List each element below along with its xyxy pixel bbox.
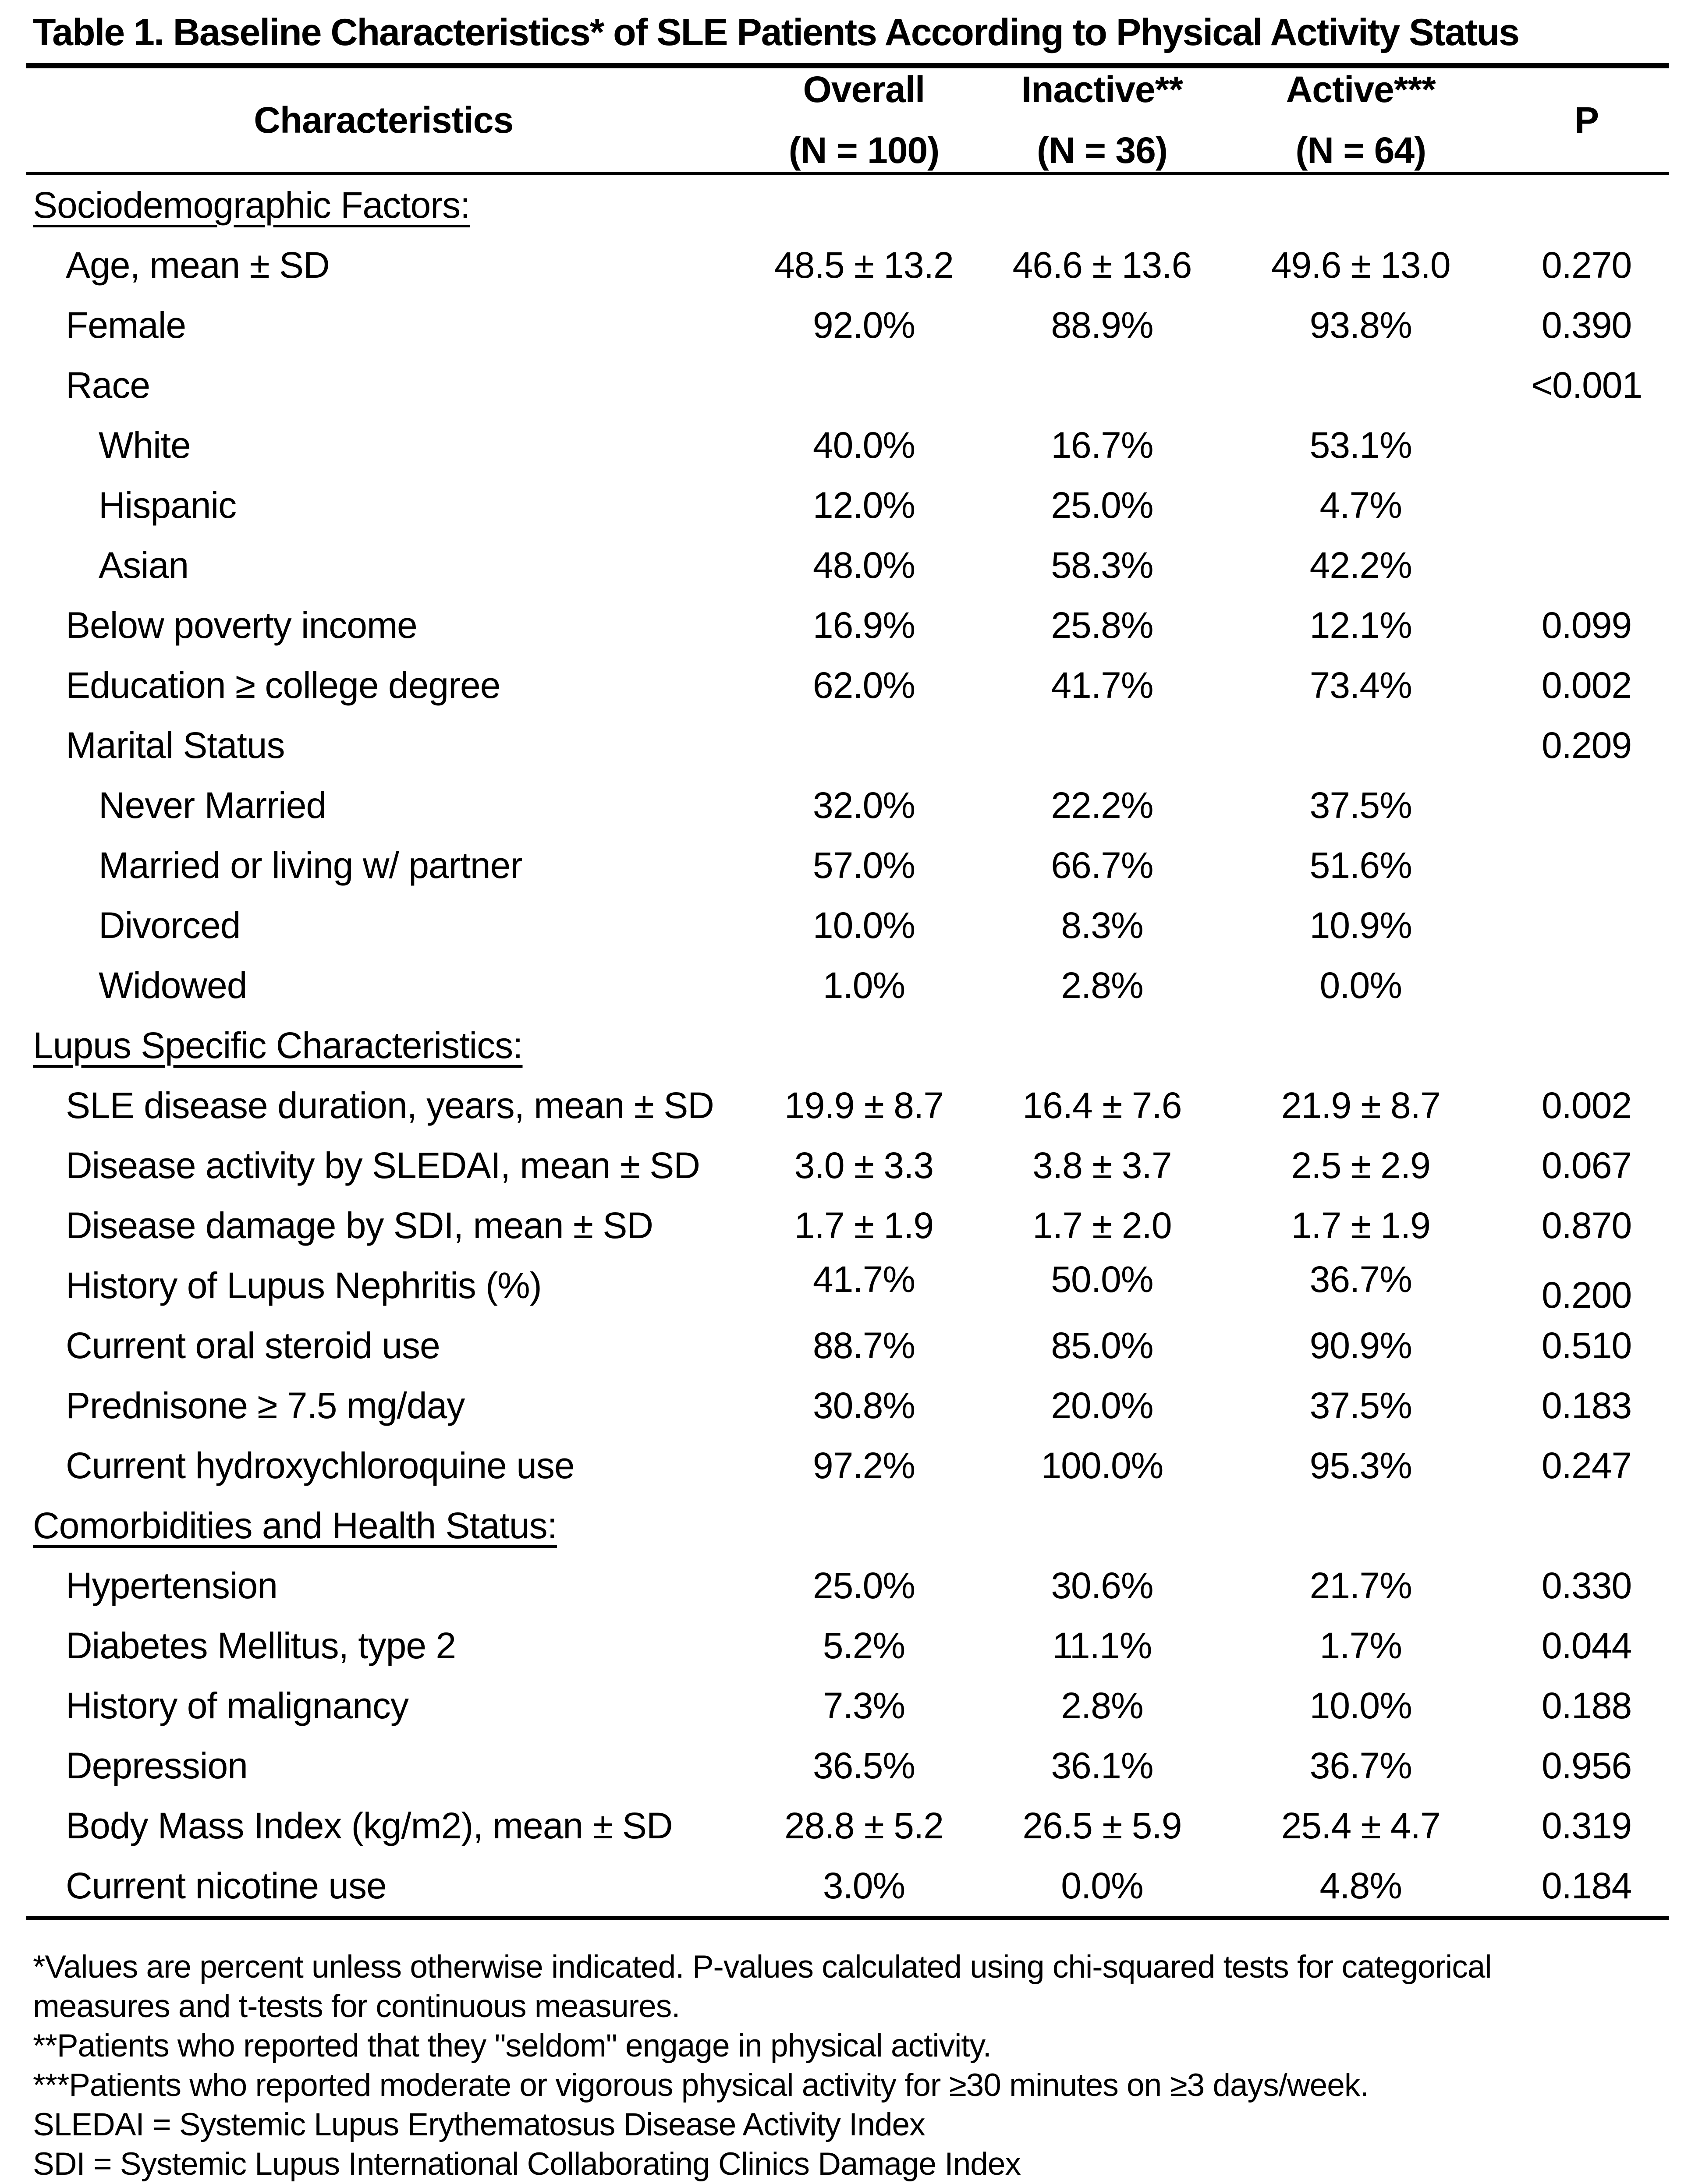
section-header-label: Lupus Specific Characteristics: [33,1025,523,1066]
p-value: 0.270 [1541,244,1632,286]
table-row [26,1136,1669,1196]
value-overall [741,355,987,415]
value-overall: 3.0% [823,1865,905,1906]
value-active: 0.0% [1319,965,1402,1006]
header-active [1217,66,1504,173]
value-inactive: 36.1% [1051,1745,1153,1786]
value-overall [741,173,987,235]
value-active [1217,1016,1504,1076]
row-label: Below poverty income [66,605,417,646]
p-value [1504,535,1669,595]
header-active-label: Active*** [1286,69,1436,110]
p-value: 0.067 [1541,1145,1632,1186]
row-label: Widowed [99,965,247,1006]
value-active: 51.6% [1309,845,1412,886]
value-overall: 36.5% [812,1745,915,1786]
value-inactive [987,1016,1217,1076]
row-label: Body Mass Index (kg/m2), mean ± SD [66,1805,673,1846]
value-inactive: 50.0% [1051,1259,1153,1300]
value-overall: 12.0% [812,485,915,526]
value-inactive: 100.0% [1041,1445,1163,1486]
header-inactive-label: Inactive** [1021,69,1183,110]
value-active: 95.3% [1309,1445,1412,1486]
row-label: Marital Status [66,725,285,766]
value-inactive: 16.7% [1051,425,1153,466]
table-row [26,415,1669,475]
table-row [26,1856,1669,1918]
p-value: 0.002 [1541,1085,1632,1126]
p-value: 0.002 [1541,665,1632,706]
table-row [26,1496,1669,1556]
p-value: <0.001 [1531,365,1642,406]
value-active: 10.0% [1309,1685,1412,1726]
header-p-value: P [1504,66,1669,173]
value-overall: 28.8 ± 5.2 [784,1805,943,1846]
row-label: Current oral steroid use [66,1325,440,1366]
value-active: 21.7% [1309,1565,1412,1606]
value-overall: 19.9 ± 8.7 [784,1085,943,1126]
section-header [26,1496,741,1556]
row-label: Prednisone ≥ 7.5 mg/day [66,1385,465,1426]
table-row [26,595,1669,655]
table-row [26,775,1669,835]
value-inactive: 3.8 ± 3.7 [1032,1145,1172,1186]
row-label: Current hydroxychloroquine use [66,1445,574,1486]
header-overall [741,66,987,173]
value-overall: 40.0% [812,425,915,466]
row-label: Disease activity by SLEDAI, mean ± SD [66,1145,700,1186]
header-overall-n: (N = 100) [788,130,940,171]
value-active: 42.2% [1309,545,1412,586]
value-active [1217,715,1504,775]
value-overall: 25.0% [812,1565,915,1606]
value-overall: 16.9% [812,605,915,646]
value-overall: 7.3% [823,1685,905,1726]
table-row [26,173,1669,235]
table-row [26,1016,1669,1076]
footnote-line: *Values are percent unless otherwise indicated. P-values calculated using chi-squared tests for categorical [33,1949,1492,1985]
value-overall: 10.0% [812,905,915,946]
header-inactive [987,66,1217,173]
value-active: 4.8% [1319,1865,1402,1906]
value-inactive: 16.4 ± 7.6 [1022,1085,1182,1126]
value-inactive: 26.5 ± 5.9 [1022,1805,1182,1846]
value-inactive: 85.0% [1051,1325,1153,1366]
value-active [1217,1496,1504,1556]
footnote-line: ***Patients who reported moderate or vigorous physical activity for ≥30 minutes on ≥3 days/week. [33,2067,1369,2103]
value-active: 93.8% [1309,304,1412,346]
value-inactive [987,715,1217,775]
row-label: Hispanic [99,485,237,526]
value-inactive [987,173,1217,235]
footnote-line: **Patients who reported that they "seldom" engage in physical activity. [33,2028,991,2064]
p-value: 0.390 [1541,304,1632,346]
p-value: 0.956 [1541,1745,1632,1786]
p-value: 0.184 [1541,1865,1632,1906]
table-row [26,896,1669,956]
value-overall: 88.7% [812,1325,915,1366]
value-active: 53.1% [1309,425,1412,466]
value-inactive: 88.9% [1051,304,1153,346]
section-header [26,1016,741,1076]
p-value: 0.870 [1541,1205,1632,1246]
row-label: Female [66,304,186,346]
section-header [26,173,741,235]
value-active: 37.5% [1309,785,1412,826]
value-active: 36.7% [1309,1745,1412,1786]
row-label: History of Lupus Nephritis (%) [66,1265,542,1306]
value-overall: 48.5 ± 13.2 [774,244,954,286]
value-active: 1.7% [1319,1625,1402,1666]
row-label: Education ≥ college degree [66,665,500,706]
p-value [1504,475,1669,535]
value-active: 4.7% [1319,485,1402,526]
table-row [26,1256,1669,1316]
value-active: 73.4% [1309,665,1412,706]
value-overall: 48.0% [812,545,915,586]
p-value [1504,415,1669,475]
row-label: Race [66,365,150,406]
footnotes [26,1947,1669,2184]
p-value [1504,835,1669,896]
p-value: 0.247 [1541,1445,1632,1486]
p-value: 0.510 [1541,1325,1632,1366]
p-value: 0.044 [1541,1625,1632,1666]
row-label: White [99,425,191,466]
row-label: Never Married [99,785,326,826]
p-value: 0.319 [1541,1805,1632,1846]
value-inactive: 0.0% [1061,1865,1143,1906]
row-label: Age, mean ± SD [66,244,330,286]
table-row [26,1196,1669,1256]
value-active: 37.5% [1309,1385,1412,1426]
table-row [26,475,1669,535]
table-row [26,1376,1669,1436]
value-overall: 92.0% [812,304,915,346]
value-inactive: 46.6 ± 13.6 [1012,244,1192,286]
value-active: 2.5 ± 2.9 [1291,1145,1430,1186]
value-overall: 3.0 ± 3.3 [794,1145,934,1186]
value-inactive: 25.0% [1051,485,1153,526]
value-active: 36.7% [1309,1259,1412,1300]
row-label: SLE disease duration, years, mean ± SD [66,1085,714,1126]
table-row [26,355,1669,415]
value-inactive: 41.7% [1051,665,1153,706]
value-inactive [987,355,1217,415]
p-value: 0.200 [1541,1274,1632,1316]
table-row [26,1076,1669,1136]
value-overall: 1.0% [823,965,905,1006]
table-row [26,1556,1669,1616]
table-row [26,1436,1669,1496]
row-label: Married or living w/ partner [99,845,522,886]
table-row [26,535,1669,595]
row-label: Disease damage by SDI, mean ± SD [66,1205,653,1246]
footnote-line: measures and t-tests for continuous measures. [33,1989,680,2024]
value-active: 90.9% [1309,1325,1412,1366]
header-row [26,66,1669,173]
section-header-label: Comorbidities and Health Status: [33,1505,557,1546]
value-active: 10.9% [1309,905,1412,946]
footnote-line: SLEDAI = Systemic Lupus Erythematosus Disease Activity Index [33,2107,925,2142]
value-inactive: 2.8% [1061,1685,1143,1726]
value-active: 49.6 ± 13.0 [1271,244,1450,286]
p-value [1504,775,1669,835]
table-row [26,956,1669,1016]
value-inactive [987,1496,1217,1556]
value-inactive: 58.3% [1051,545,1153,586]
p-value: 0.188 [1541,1685,1632,1726]
value-overall: 5.2% [823,1625,905,1666]
table-row [26,655,1669,715]
table-row [26,1736,1669,1796]
row-label: Divorced [99,905,241,946]
row-label: Depression [66,1745,248,1786]
row-label: Current nicotine use [66,1865,387,1906]
table-title: Table 1. Baseline Characteristics* of SLE Patients According to Physical Activity Status [33,11,1519,53]
value-inactive: 8.3% [1061,905,1143,946]
value-inactive: 11.1% [1052,1625,1152,1666]
header-overall-label: Overall [803,69,925,110]
row-label: Diabetes Mellitus, type 2 [66,1625,456,1666]
value-overall: 97.2% [812,1445,915,1486]
value-active: 12.1% [1309,605,1412,646]
p-value [1504,1016,1669,1076]
p-value [1504,956,1669,1016]
p-value: 0.209 [1541,725,1632,766]
table-row [26,235,1669,295]
value-inactive: 22.2% [1051,785,1153,826]
table-body [26,173,1669,1918]
table-row [26,715,1669,775]
value-overall: 41.7% [812,1259,915,1300]
footnote-line: SDI = Systemic Lupus International Collaborating Clinics Damage Index [33,2146,1021,2182]
p-value [1504,1496,1669,1556]
value-overall [741,1496,987,1556]
row-label: History of malignancy [66,1685,408,1726]
value-active [1217,355,1504,415]
value-overall [741,715,987,775]
value-overall [741,1016,987,1076]
value-inactive: 2.8% [1061,965,1143,1006]
header-inactive-n: (N = 36) [1037,130,1167,171]
value-overall: 57.0% [812,845,915,886]
value-overall: 62.0% [812,665,915,706]
value-overall: 1.7 ± 1.9 [794,1205,934,1246]
p-value: 0.099 [1541,605,1632,646]
row-label: Hypertension [66,1565,277,1606]
p-value [1504,173,1669,235]
section-header-label: Sociodemographic Factors: [33,184,470,226]
table-row [26,1796,1669,1856]
header-characteristics: Characteristics [26,66,741,173]
value-active [1217,173,1504,235]
value-inactive: 30.6% [1051,1565,1153,1606]
table-row [26,1676,1669,1736]
value-inactive: 20.0% [1051,1385,1153,1426]
value-inactive: 1.7 ± 2.0 [1032,1205,1172,1246]
baseline-characteristics-table [26,63,1669,1920]
p-value [1504,896,1669,956]
table-header [26,66,1669,173]
value-inactive: 66.7% [1051,845,1153,886]
value-inactive: 25.8% [1051,605,1153,646]
table-row [26,295,1669,355]
value-active: 21.9 ± 8.7 [1281,1085,1440,1126]
row-label: Asian [99,545,189,586]
p-value: 0.183 [1541,1385,1632,1426]
header-active-n: (N = 64) [1295,130,1426,171]
value-active: 1.7 ± 1.9 [1291,1205,1430,1246]
value-overall: 30.8% [812,1385,915,1426]
value-overall: 32.0% [812,785,915,826]
p-value: 0.330 [1541,1565,1632,1606]
table-row [26,835,1669,896]
table-row [26,1316,1669,1376]
table-row [26,1616,1669,1676]
value-active: 25.4 ± 4.7 [1281,1805,1440,1846]
